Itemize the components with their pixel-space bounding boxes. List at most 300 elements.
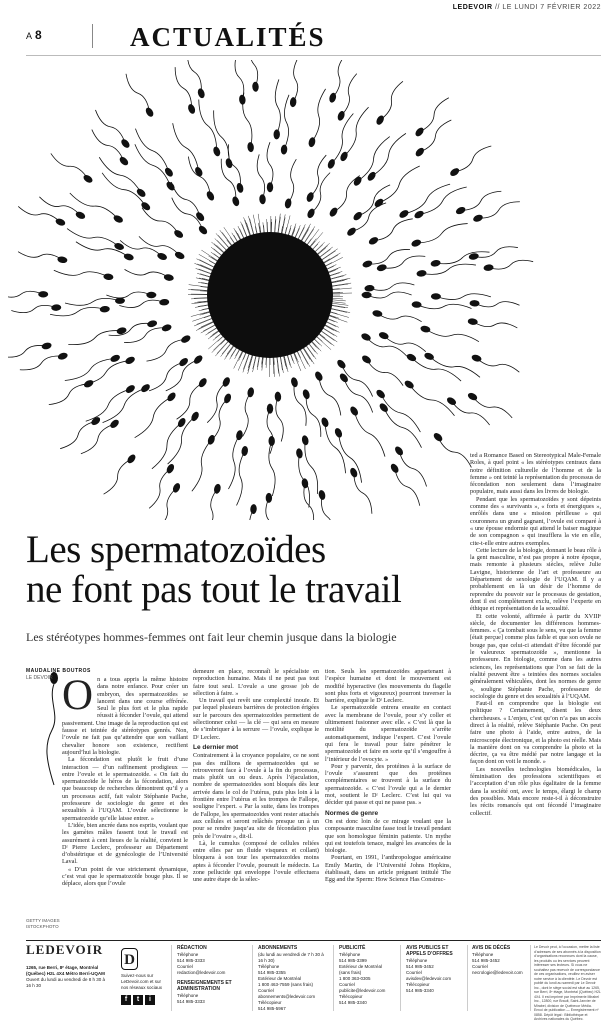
egg-halo-fiber: [196, 322, 214, 331]
paragraph: Faut-il en comprendre que la biologie est politique ? Certainement, disent les deux chercheuses. « L’enjeu, c’est qu’on n’a pas un accès direct à la réalité, relève Stéphanie Pache. On peut faire une photo à l’aide, entre autres, de la microscopie électronique, et la photo est réelle. Mais la manière dont on va comprendre la photo et la décrire, ça va être médié par notre langage et la façon dont on voit le monde. »: [470, 700, 601, 766]
egg-halo-fiber: [194, 263, 212, 271]
sperm-tail: [158, 488, 177, 520]
footer-logo: LEDEVOIR: [26, 942, 104, 957]
footer-divider: [252, 945, 253, 1011]
sperm-head: [109, 353, 121, 363]
sperm-tail: [95, 110, 125, 144]
page-footer: [26, 940, 601, 1021]
sperm-head: [231, 196, 240, 208]
sperm-head: [333, 427, 343, 439]
sperm-tail: [125, 269, 169, 277]
egg-halo-fiber: [239, 351, 244, 361]
sperm-head: [192, 354, 204, 366]
sperm-tail: [417, 304, 472, 309]
egg-halo-fiber: [328, 269, 338, 273]
egg-halo-fiber: [291, 353, 295, 363]
sperm-head: [413, 209, 425, 220]
egg-halo-fiber: [212, 330, 219, 335]
email-link[interactable]: necrologie@ledevoir.com: [472, 970, 523, 975]
egg-halo-fiber: [222, 232, 232, 246]
egg-halo-fiber: [325, 324, 340, 332]
paragraph: On est donc loin de ce mirage voulant que la composante masculine fasse tout le travail pendant que son homologue féminin patiente. Un mythe qui est toutefois tenace, malgré les avancées de la biologie.: [325, 817, 451, 855]
sperm-head: [295, 448, 303, 459]
egg-halo-fiber: [196, 259, 214, 268]
egg-halo-fiber: [239, 351, 242, 358]
egg-halo-fiber: [323, 259, 330, 263]
separator: //: [495, 4, 500, 11]
egg-halo-fiber: [304, 229, 313, 243]
sperm-tail: [149, 362, 184, 391]
sperm-tail: [395, 468, 420, 505]
sperm-tail: [173, 123, 199, 171]
egg-halo-fiber: [306, 346, 314, 357]
sperm-tail: [380, 81, 403, 120]
sperm-head: [302, 388, 311, 400]
sperm-head: [205, 190, 215, 202]
sperm-head: [180, 334, 192, 344]
sperm-head: [483, 264, 494, 272]
sperm-head: [364, 285, 374, 292]
egg-halo-fiber: [195, 305, 209, 307]
sperm-head: [361, 354, 373, 365]
egg-halo-fiber: [191, 311, 210, 316]
egg-halo-fiber: [221, 343, 232, 356]
sperm-tail: [436, 252, 490, 264]
egg-halo-fiber: [325, 262, 332, 266]
sperm-head: [411, 301, 421, 308]
sperm-tail: [8, 291, 43, 297]
legal-notice: Le Devoir peut, à l’occasion, mettre la liste d’adresses de ses abonnés à la disposition d’organisations reconnues dont la cause, les produits ou les services peuvent intéresser ses lecteurs. Si vous ne souhaitez pas recevoir de correspondance de ces organisations, veuillez en aviser notre service à la clientèle. Le Devoir est publié du lundi au samedi par Le Devoir Inc., dont le siège social est situé au 1265, rue Berri, 8ᵉ étage, Montréal (Québec) H2L 4X4. Il est imprimé par Imprimerie Mirabel Inc., 12800, rue Brault, Saint-Janvier de Mirabel, division de Québecor Média. Envoi de publication — Enregistrement nº 0858. Dépôt légal : Bibliothèque et Archives nationales du Québec.: [534, 945, 601, 1021]
section-title: ACTUALITÉS: [130, 22, 326, 52]
sperm-head: [124, 355, 136, 365]
sperm-tail: [344, 107, 369, 156]
sperm-tail: [211, 398, 227, 440]
sperm-head: [124, 384, 136, 395]
sperm-head: [373, 197, 385, 208]
dateline: [453, 4, 601, 11]
paragraph: Pour y parvenir, des protéines à la surface de l’ovule s’assurent que des protéines complémentaires se trouvent à la surface du spermatozoïde. « C’est l’ovule qui a le dernier mot, soutient le Dʳ Leclerc. C’est lui qui va décider qui passe et qui ne passe pas. »: [325, 762, 451, 807]
egg-halo-fiber: [244, 217, 250, 236]
egg-halo-fiber: [310, 241, 315, 247]
egg-halo-fiber: [278, 217, 280, 234]
sperm-tail: [243, 392, 251, 436]
sperm-tail: [139, 236, 180, 255]
sperm-head: [352, 210, 364, 222]
egg-halo-fiber: [331, 278, 351, 282]
egg-halo-fiber: [277, 357, 279, 377]
egg-halo-fiber: [294, 352, 298, 362]
sperm-head: [273, 129, 280, 139]
egg-halo-fiber: [282, 217, 285, 234]
egg-halo-fiber: [319, 333, 325, 338]
sperm-head: [420, 325, 431, 334]
paragraph: Un travail qui revêt une complexité inouïe. Et par lequel plusieurs barrières de protection érigées sur le parcours des spermatozoïdes permettent de sélectionner celui — la clé — qui sera en mesure de s’imbriquer à la serrure — l’ovule, explique le Dʳ Leclerc.: [193, 697, 319, 741]
footer-divider: [400, 945, 401, 1011]
section-header: [26, 20, 601, 56]
sperm-tail: [420, 120, 451, 152]
sperm-tail: [455, 146, 492, 172]
sperm-head: [393, 445, 404, 457]
drop-cap: O: [62, 672, 94, 719]
egg-halo-fiber: [317, 246, 328, 255]
paragraph: La fécondation est plutôt le fruit d’une interaction — d’un raffinement prodigieux — entre l’ovule et le spermatozoïde. « On fait du spermatozoïde le héros de la fécondation, alors que beaucoup de recherches démontrent qu’il y a un processus actif, fait valoir Stéphanie Pache, professeure de sociologie du genre et des sexualités à l’UQAM. L’ovule sélectionne le spermatozoïde qu’elle laisse entrer. »: [62, 756, 188, 822]
sperm-tail: [293, 60, 298, 102]
sperm-tail: [126, 74, 150, 112]
footer-divider: [530, 945, 531, 1011]
egg-halo-fiber: [330, 309, 347, 313]
sperm-head: [146, 292, 156, 298]
paragraph: On a tous appris la même histoire dans notre enfance. Pour créer un embryon, des spermatozoïdes se lancent dans une course effrénée. Seul le plus fort et le plus rapide réussit à féconder l’ovule, qui attend passivement. Une image de la reproduction qui est fausse et teintée de stéréotypes genrés. Non, l’ovule ne fait pas qu’attendre que son vaillant chevalier honore son existence, rectifient aujourd’hui la biologie.: [62, 672, 188, 756]
sperm-head: [212, 146, 221, 158]
sperm-head: [241, 446, 249, 457]
sperm-tail: [92, 130, 124, 162]
egg-halo-fiber: [250, 219, 254, 235]
devoir-d-logo: D: [121, 948, 138, 970]
sperm-tail: [67, 229, 119, 247]
egg-halo-fiber: [331, 283, 351, 286]
egg-halo-fiber: [311, 341, 316, 347]
sperm-tail: [152, 423, 182, 469]
sperm-tail: [411, 358, 461, 382]
egg-halo-fiber: [197, 273, 210, 277]
egg-halo-fiber: [288, 225, 291, 236]
paragraph: L’idée, bien ancrée dans nos esprits, voulant que les gamètes mâles fassent tout le travail est assurément à cent lieues de la réalité, convient le Dʳ Pierre Leclerc, professeur au Département d’obstétrique et de gynécologie de l’Université Laval.: [62, 821, 188, 866]
egg-halo-fiber: [297, 351, 301, 358]
egg-halo-fiber: [309, 343, 318, 354]
egg-halo-fiber: [328, 316, 347, 323]
article-column-1: [62, 672, 188, 926]
sperm-head: [115, 297, 125, 304]
article-column-4: [470, 452, 601, 934]
sperm-tail: [438, 437, 471, 467]
sperm-head: [268, 436, 275, 446]
sperm-head: [414, 126, 425, 138]
sperm-tail: [235, 60, 244, 100]
sperm-tail: [384, 336, 426, 352]
sperm-head: [375, 388, 387, 400]
footer-divider: [333, 945, 334, 1011]
sperm-tail: [187, 60, 201, 93]
sperm-tail: [377, 314, 421, 322]
sperm-head: [469, 300, 479, 307]
facebook-icon[interactable]: f: [121, 995, 131, 1005]
sperm-head: [247, 387, 255, 398]
sperm-tail: [135, 129, 169, 173]
egg-halo-fiber: [287, 355, 290, 366]
egg-halo-fiber: [300, 349, 308, 364]
egg-halo-fiber: [248, 354, 252, 367]
egg-halo-fiber: [226, 345, 234, 356]
sperm-tail: [333, 60, 346, 98]
footer-address: 1265, rue Berri, 8ᵉ étage, Montréal (Québec) H2L 4X4 Métro Berri-UQAM Ouvert du lundi au vendredi de 8 h 30 à 16 h 30: [26, 965, 106, 988]
sperm-tail: [267, 142, 273, 187]
sperm-head: [431, 293, 441, 299]
sperm-head: [57, 256, 68, 264]
footer-divider: [467, 945, 468, 1011]
egg-halo-fiber: [331, 308, 351, 312]
sperm-head: [163, 166, 174, 178]
email-link[interactable]: avisdev@ledevoir.com: [406, 976, 452, 981]
paragraph: Contrairement à la croyance populaire, ce ne sont pas des millions de spermatozoïdes qui se retrouveront face à l’ovule à la fin du processus, mais plutôt un ou deux. Après l’éjaculation, nombre de spermatozoïdes sont bloqués dès leur arrivée dans le col de l’utérus, puis plus loin à la frontière entre l’utérus et les trompes de Fallope, souligne l’expert. « Par la suite, dans les trompes de Fallope, les spermatozoïdes vont rester attachés aux cellules et seront relâchés presque un à un pour se rendre jusqu’au site de fécondation plus près de l’ovaire », dit-il.: [193, 752, 319, 840]
sperm-tail: [8, 345, 47, 357]
sperm-tail: [171, 182, 200, 217]
sperm-head: [197, 224, 209, 236]
sperm-tail: [367, 292, 412, 298]
sperm-head: [259, 194, 266, 204]
sperm-tail: [358, 185, 390, 216]
egg-halo-fiber: [332, 298, 343, 299]
egg-halo-fiber: [278, 214, 281, 234]
egg-halo-fiber: [227, 240, 232, 246]
email-link[interactable]: abonnements@ledevoir.com: [258, 994, 316, 999]
sperm-head: [135, 187, 147, 198]
egg-halo-fiber: [323, 255, 338, 264]
sperm-tail: [338, 433, 361, 483]
sperm-head: [120, 138, 131, 150]
egg-halo-fiber: [331, 284, 348, 286]
egg-halo-fiber: [307, 239, 312, 245]
sperm-tail: [20, 356, 63, 370]
sperm-head: [398, 209, 410, 220]
egg-halo-fiber: [247, 223, 251, 236]
sperm-head: [290, 377, 299, 388]
egg-halo-fiber: [248, 355, 253, 371]
sperm-tail: [344, 378, 373, 413]
egg-halo-fiber: [253, 355, 257, 372]
sperm-head: [194, 211, 205, 223]
sperm-head: [100, 306, 111, 313]
sperm-head: [446, 396, 458, 407]
sperm-tail: [461, 191, 502, 210]
egg-halo-fiber: [234, 228, 241, 240]
footer-abonnements: ABONNEMENTS (du lundi au vendredi de 7 h 30 à 16 h 30) Téléphone 514 985-3355 Extérieur de Montréal 1 800 463-7559 (sans frais) Courriel abonnements@ledevoir.com Télécopieur 514 985-5967: [258, 945, 330, 1012]
egg-halo-fiber: [248, 355, 253, 374]
sperm-head: [472, 213, 484, 223]
issue-date: LE LUNDI 7 FÉVRIER 2022: [502, 4, 601, 11]
sperm-head: [147, 319, 158, 328]
sperm-head: [267, 182, 273, 192]
email-link[interactable]: redaction@ledevoir.com: [177, 970, 226, 975]
egg-halo-fiber: [327, 319, 334, 322]
sperm-tail: [294, 382, 306, 426]
sperm-tail: [207, 382, 226, 423]
sperm-tail: [475, 302, 520, 307]
sperm-tail: [199, 99, 217, 151]
egg-halo-fiber: [332, 302, 346, 304]
sperm-head: [467, 318, 478, 326]
sperm-head: [187, 103, 197, 115]
egg-halo-fiber: [331, 279, 348, 282]
egg-halo-fiber: [301, 224, 311, 241]
sperm-head: [166, 391, 177, 403]
paragraph: Et cette volonté, affirmée à partir du XVIIIᵉ siècle, de documenter les différences hommes-femmes. « Ça tombait sous le sens, vu que la femme [était perçue] comme plus faible et que son ovule ne bouge pas, que celui-ci attendait d’être fécondé par le valeureux spermatozoïde », mentionne la professeure. En biologie, comme dans les autres sciences, les représentations que l’on se fait de la réalité peuvent être « teintées des normes sociales généralement véhiculées, dont les normes de genre », souligne Stéphanie Pache, professeure de sociologie du genre et des sexualités à l’UQAM.: [470, 612, 601, 700]
sperm-head: [163, 273, 174, 281]
sperm-head: [449, 167, 461, 178]
sperm-head: [103, 273, 114, 281]
egg-halo-fiber: [236, 231, 241, 241]
egg-halo-fiber: [288, 228, 290, 236]
egg-halo-fiber: [243, 352, 246, 359]
page-number: A 8: [26, 28, 43, 42]
egg-halo-fiber: [327, 266, 334, 269]
egg-halo-fiber: [297, 351, 306, 369]
sperm-tail: [99, 157, 141, 193]
sperm-head: [266, 493, 272, 503]
sperm-head: [235, 430, 243, 441]
sperm-tail: [18, 252, 62, 260]
sperm-tail: [49, 384, 89, 405]
egg-halo-fiber: [329, 315, 337, 318]
sperm-tail: [284, 95, 289, 150]
article-deck: Les stéréotypes hommes-femmes ont fait leur chemin jusque dans la biologie: [26, 630, 397, 644]
sperm-tail: [188, 157, 210, 196]
subheading: Le dernier mot: [193, 743, 239, 751]
egg-halo-fiber: [240, 229, 245, 239]
sperm-tail: [39, 197, 80, 215]
sperm-head: [109, 418, 121, 429]
egg-halo-fiber: [218, 235, 229, 248]
egg-halo-fiber: [211, 242, 224, 253]
instagram-icon[interactable]: i: [145, 995, 155, 1005]
email-link[interactable]: publicite@ledevoir.com: [339, 988, 386, 993]
sperm-head: [190, 411, 201, 423]
sperm-tail: [369, 283, 414, 290]
sperm-tail: [135, 397, 172, 438]
egg-halo-fiber: [230, 237, 235, 244]
sperm-head: [236, 182, 245, 193]
paragraph: ted a Romance Based on Stereotypical Male-Female Roles, à quel point « les stéréotypes centraux dans notre définition culturelle de l’homme et de la femme » ont teinté la représentation du processus de fécondation non seulement dans l’imaginaire populaire, mais aussi dans les livres de biologie.: [470, 452, 601, 496]
egg-halo-fiber: [236, 349, 240, 356]
sperm-head: [338, 372, 349, 384]
egg-halo-fiber: [292, 227, 296, 237]
paragraph: Là, le cumulus (composé de cellules reliées entre elles par un fluide visqueux et collant) bloquera à son tour les spermatozoïdes moins aptes à féconder l’ovule, poursuit le médecin. La zone pellucide qui enveloppe l’ovule effectuera une autre étape de la sélec-: [193, 839, 319, 884]
egg-halo-fiber: [331, 305, 348, 308]
egg-halo-fiber: [234, 235, 238, 242]
egg-halo-fiber: [234, 351, 243, 369]
footer-divider: [171, 945, 172, 1011]
sperm-tail: [319, 376, 341, 415]
sperm-head: [320, 416, 330, 428]
sperm-head: [414, 146, 426, 158]
sperm-tail: [452, 401, 490, 425]
sperm-tail: [103, 388, 146, 422]
page-topline: [0, 0, 609, 16]
egg-halo-fiber: [253, 355, 256, 369]
paragraph: tion. Seuls les spermatozoïdes appartenant à l’espèce humaine et dont le mouvement est modifié hyperactive (les mouvements du flagelle sont plus forts et vigoureux) pourront traverser la barrière, explique le Dʳ Leclerc.: [325, 668, 451, 705]
sperm-tail: [341, 74, 357, 116]
egg-halo-fiber: [214, 244, 224, 253]
egg-halo-fiber: [331, 303, 348, 305]
paragraph: « D’un point de vue strictement dynamique, c’est vrai que le spermatozoïde bouge plus. Il se déplace, alors que l’ovule: [62, 865, 188, 888]
sperm-tail: [269, 441, 275, 496]
egg-halo-fiber: [284, 355, 287, 369]
paragraph: Le spermatozoïde entrera ensuite en contact avec la membrane de l’ovule, pour s’y coller et ultimement fusionner avec elle. « C’est là que la motilité du spermatozoïde s’arrête automatiquement, indique l’expert. C’est l’ovule qui fera le travail pour faire pénétrer le spermatozoïde et faire en sorte qu’il s’engouffre à l’intérieur de l’ovocyte. »: [325, 704, 451, 763]
sperm-head: [416, 269, 427, 277]
egg-halo-fiber: [237, 233, 241, 240]
author-outlet: LE DEVOIR: [26, 675, 53, 681]
sperm-head: [161, 323, 173, 332]
egg-halo-fiber: [200, 274, 211, 277]
sperm-head: [118, 155, 130, 167]
sperm-head: [274, 391, 281, 401]
sperm-tail: [425, 329, 479, 342]
sperm-head: [368, 236, 380, 246]
sperm-tail: [104, 459, 132, 494]
sperm-tail: [354, 473, 372, 514]
sperm-head: [57, 352, 68, 361]
sperm-head: [51, 304, 61, 311]
egg-halo-fiber: [291, 224, 296, 237]
footer-avis-deces: AVIS DE DÉCÈS Téléphone 514 985-3452 Courriel necrologie@ledevoir.com: [472, 945, 532, 976]
egg-halo-fiber: [253, 215, 257, 235]
egg-cell: [207, 232, 333, 358]
sperm-tail: [237, 451, 245, 505]
sperm-head: [336, 358, 348, 370]
sperm-head: [123, 253, 134, 262]
egg-halo-fiber: [257, 356, 259, 370]
sperm-head: [362, 259, 374, 268]
sperm-tail: [312, 89, 326, 142]
twitter-icon[interactable]: t: [133, 995, 143, 1005]
egg-halo-fiber: [331, 305, 345, 307]
publication-name: LEDEVOIR: [452, 4, 493, 11]
egg-halo-fiber: [282, 214, 286, 234]
sperm-head: [308, 137, 317, 148]
sperm-head: [410, 238, 422, 248]
sperm-head: [349, 467, 359, 479]
sperm-tail: [416, 224, 467, 244]
sperm-tail: [436, 294, 491, 300]
sperm-tail: [354, 411, 385, 457]
sperm-tail: [366, 359, 403, 385]
sperm-tail: [306, 394, 321, 437]
egg-halo-fiber: [303, 347, 312, 361]
sperm-head: [378, 402, 390, 414]
egg-halo-fiber: [293, 352, 301, 371]
egg-halo-fiber: [301, 227, 310, 242]
egg-halo-fiber: [221, 339, 227, 345]
sperm-tail: [86, 389, 131, 421]
footer-publicite: PUBLICITÉ Téléphone 514 985-3399 Extérieur de Montréal (sans frais) 1 800 363-0305 Courriel publicite@ledevoir.com Télécopieur 514 985-3340: [339, 945, 411, 1006]
egg-halo-fiber: [323, 328, 337, 337]
egg-halo-fiber: [290, 354, 293, 362]
sperm-head: [140, 383, 152, 394]
sperm-head: [375, 114, 386, 126]
sperm-tail: [177, 383, 203, 420]
egg-halo-fiber: [238, 352, 246, 370]
sperm-head: [318, 489, 327, 500]
sperm-head: [159, 299, 169, 306]
sperm-tail: [422, 264, 476, 274]
sperm-tail: [106, 292, 151, 298]
egg-halo-fiber: [220, 230, 232, 246]
egg-halo-fiber: [318, 334, 331, 345]
sperm-head: [346, 226, 358, 237]
sperm-tail: [147, 339, 186, 361]
sperm-head: [372, 309, 383, 317]
sperm-head: [239, 94, 247, 105]
sperm-head: [165, 463, 175, 475]
header-divider: [92, 24, 93, 48]
egg-halo-fiber: [314, 339, 320, 345]
paragraph: demeure en place, reconnaît le spécialiste en reproduction humaine. Mais il ne peut pas tout faire tout seul. L’ovule a une grosse job de sélection à faire. »: [193, 668, 319, 697]
sperm-head: [328, 206, 339, 218]
sperm-tail: [18, 206, 60, 222]
egg-halo-fiber: [211, 257, 218, 261]
sperm-head: [284, 198, 292, 209]
egg-halo-fiber: [321, 251, 335, 260]
sperm-tail: [54, 270, 109, 277]
